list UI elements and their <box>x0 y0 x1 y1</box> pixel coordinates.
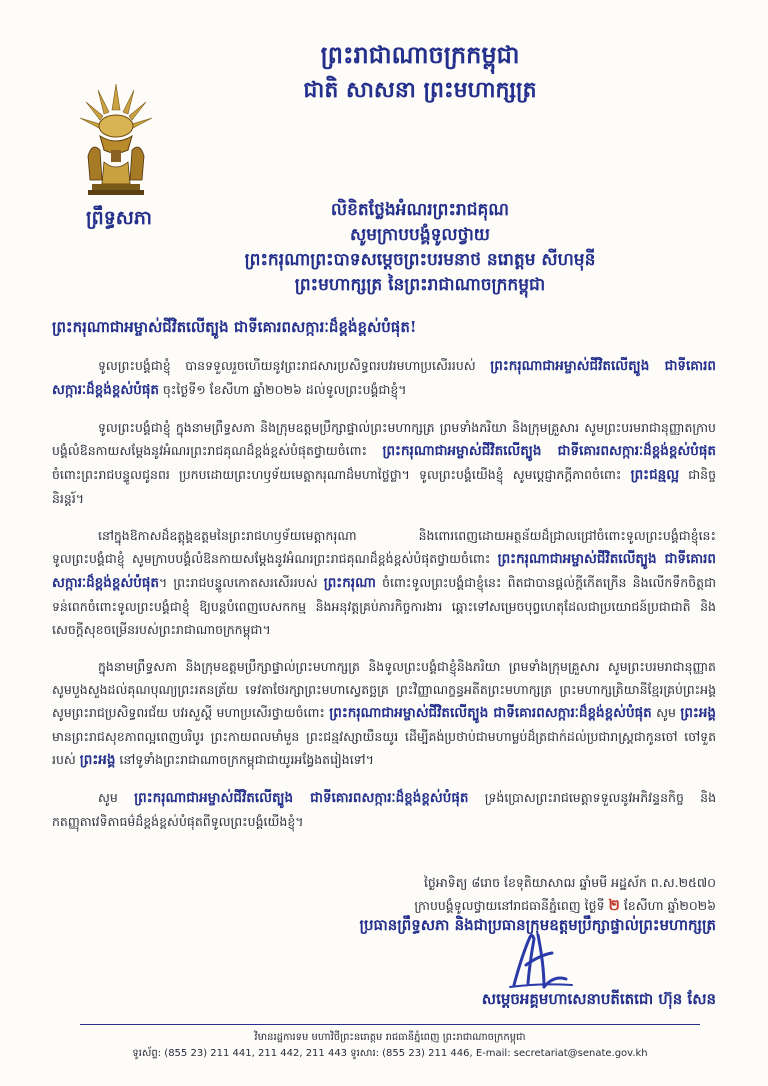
letter-footer <box>80 1030 700 1062</box>
letter-title <box>200 198 640 298</box>
senate-emblem-icon <box>78 80 154 200</box>
p2-highlight-2: ព្រះជន្មល្អ <box>630 467 680 483</box>
title-line-3: ព្រះករុណាព្រះបាទសម្តេចព្រះបរមនាថ នរោត្តម សីហមុនី <box>244 250 596 270</box>
solar-date <box>340 894 716 917</box>
p4-text-g: នៅទូទាំងព្រះរាជាណាចក្រកម្ពុជាជាយូរអង្វែងតរៀងទៅ។ <box>115 752 374 767</box>
national-motto: ជាតិ សាសនា ព្រះមហាក្សត្រ <box>303 77 537 103</box>
p4-highlight-2: ព្រះអង្គ <box>680 705 716 721</box>
p4-text-e: មានព្រះរាជសុខភាពល្អពេញបរិបូរ ព្រះកាយពលមាំមួន ព្រះជន្មវស្សាយឺនយូរ ដើម្បីគង់ប្រថាប់ជាមហាម្លប់ដ៏ត្រជាក់ដល់ប្រជារាស្ត្រជាកូនចៅ ចៅទួតរបស់ <box>52 729 716 767</box>
p1-text-c: ចុះថ្ងៃទី១ ខែសីហា ឆ្នាំ២០២៦ ដល់ទូលព្រះបង្គំជាខ្ញុំ។ <box>158 382 407 397</box>
p2-text-a: ទូលព្រះបង្គំជាខ្ញុំ ក្នុងនាមព្រឹទ្ធសភា និងក្រុមឧត្តមប្រឹក្សាផ្ទាល់ព្រះមហាក្សត្រ ព្រមទាំងភរិយា និងក្រុមគ្រួសារ សូមព្រះបរមរាជានុញ្ញាតក្រាបបង្គំលំឱនកាយសម្តែងនូវអំណរព្រះរាជគុណដ៏ខ្ពង់ខ្ពស់បំផុតថ្វាយចំពោះ <box>52 420 716 458</box>
footer-address: វិមានរដ្ឋការទម មហាវិថីព្រះនរោត្តម រាជធានីភ្នំពេញ ព្រះរាជាណាចក្រកម្ពុជា <box>254 1032 526 1043</box>
title-line-1: លិខិតថ្លែងអំណរព្រះរាជគុណ <box>330 200 510 220</box>
kingdom-header <box>230 38 610 106</box>
p4-highlight: ព្រះករុណាជាអម្ចាស់ជីវិតលើត្បូង ជាទីគោរពសក្ការៈដ៏ខ្ពង់ខ្ពស់បំផុត <box>329 705 652 721</box>
handwritten-signature-icon <box>500 925 580 993</box>
paragraph-3 <box>52 524 716 641</box>
salutation: ព្រះករុណាជាអម្ចាស់ជីវិតលើត្បូង ជាទីគោរពសក្ការៈដ៏ខ្ពង់ខ្ពស់បំផុត! <box>52 318 417 336</box>
p1-highlight: ព្រះករុណាជាអម្ចាស់ជីវិតលើត្បូង ជាទីគោរពសក្ការៈដ៏ខ្ពង់ខ្ពស់បំផុត <box>52 358 716 398</box>
footer-contact: ទូរស័ព្ទ: (855 23) 211 441, 211 442, 211 443 ទូរសារ: (855 23) 211 446, E-mail: secretariat@senate.gov.kh <box>132 1048 648 1059</box>
title-line-4: ព្រះមហាក្សត្រ នៃព្រះរាជាណាចក្រកម្ពុជា <box>294 275 546 295</box>
p3-highlight-2: ព្រះករុណា <box>323 575 376 591</box>
paragraph-2 <box>52 416 716 510</box>
letter-dates <box>340 872 716 917</box>
lunar-date: ថ្ងៃអាទិត្យ ៨រោច ខែទុតិយាសាឍ ឆ្នាំមមី អដ្ឋស័ក ព.ស.២៥៧០ <box>423 875 716 890</box>
footer-divider <box>80 1024 700 1025</box>
p2-highlight: ព្រះករុណាជាអម្ចាស់ជីវិតលើត្បូង ជាទីគោរពសក្ការៈដ៏ខ្ពង់ខ្ពស់បំផុត <box>382 443 716 459</box>
solar-date-day: ២ <box>608 896 620 914</box>
p4-text-a: ក្នុងនាមព្រឹទ្ធសភា និងក្រុមឧត្តមប្រឹក្សាផ្ទាល់ព្រះមហាក្សត្រ និងទូលព្រះបង្គំជាខ្ញុំនិងភរិយា ព្រមទាំងក្រុមគ្រួសារ សូមព្រះបរមរាជានុញ្ញាតសូមបួងសួងដល់គុណបុណ្យព្រះរតនត្រ័យ ទេវតាថែរក្សាព្រះមហាស្វេតច្ឆត្រ ព្រះវិញ្ញាណក្ខន្ធអតីតព្រះមហាក្សត្រ ព្រះមហាក្សត្រិយានីខ្មែរគ្រប់ព្រះអង្គ សូមព្រះរាជប្រសិទ្ធពរជ័យ បវរសួស្តី មហាប្រសើរថ្វាយចំពោះ <box>52 659 716 720</box>
p2-text-e: ជានិច្ចនិរន្តរ៍។ <box>52 467 717 506</box>
p5-text-c: ទ្រង់ប្រោសព្រះរាជមេត្តាទទួលនូវអភិវន្ទនកិច្ច និងកតញ្ញុតាវេទិតាធម៌ដ៏ខ្ពង់ខ្ពស់បំផុតពីទូលព្រះបង្គំយើងខ្ញុំ។ <box>52 790 717 829</box>
paragraph-4 <box>52 655 716 772</box>
title-line-2: សូមក្រាបបង្គំទូលថ្វាយ <box>350 225 490 245</box>
p3-highlight: ព្រះករុណាជាអម្ចាស់ជីវិតលើត្បូង ជាទីគោរពសក្ការៈដ៏ខ្ពង់ខ្ពស់បំផុត <box>52 551 716 591</box>
p3-text-c: ។ ព្រះរាជបន្ទូលកោតសរសើររបស់ <box>158 575 324 590</box>
p3-text-a: នៅក្នុងឱកាសដ៏ឧត្តុង្គឧត្តមនៃព្រះរាជហឫទ័យមេត្តាករុណា និងពោរពេញដោយអត្ថន័យដ៏ជ្រាលជ្រៅចំពោះទូលព្រះបង្គំជាខ្ញុំនេះ ទូលព្រះបង្គំជាខ្ញុំ សូមក្រាបបង្គំលំឱនកាយសម្តែងនូវអំណរព្រះរាជគុណដ៏ខ្ពង់ខ្ពស់បំផុតថ្វាយចំពោះ <box>52 528 716 566</box>
p4-text-c: សូម <box>651 705 681 720</box>
p3-text-e: ចំពោះទូលព្រះបង្គំជាខ្ញុំនេះ ពិតជាបានផ្តល់ក្តីកើតក្រើន និងលើកទឹកចិត្តជាទន់ពេកចំពោះទូលព្រះបង្គំជាខ្ញុំ ឱ្យបន្តបំពេញបេសកកម្ម និងអនុវត្តគ្រប់ភារកិច្ចការងារ ឆ្ពោះទៅសម្រេចបុព្វហេតុដែលជាប្រយោជន៍ប្រជាជាតិ និងសេចក្តីសុខចម្រើនរបស់ព្រះរាជាណាចក្រកម្ពុជា។ <box>52 575 716 637</box>
p2-text-c: ចំពោះព្រះរាជបន្ទូលជូនពរ ប្រកបដោយព្រះហឫទ័យមេត្តាករុណាដ៏មហាថ្លៃថ្លា។ ទូលព្រះបង្គំយើងខ្ញុំ សូមប្តេជ្ញាភក្តីភាពចំពោះ <box>52 467 631 482</box>
p5-highlight: ព្រះករុណាជាអម្ចាស់ជីវិតលើត្បូង ជាទីគោរពសក្ការៈដ៏ខ្ពង់ខ្ពស់បំផុត <box>134 790 469 806</box>
signer-role: ប្រធានព្រឹទ្ធសភា និងជាប្រធានក្រុមឧត្តមប្រឹក្សាផ្ទាល់ព្រះមហាក្សត្រ <box>359 916 716 934</box>
signer-name: សម្តេចអគ្គមហាសេនាបតីតេជោ ហ៊ុន សែន <box>481 990 716 1008</box>
p5-text-a: សូម <box>98 790 135 805</box>
paragraph-5 <box>52 786 716 833</box>
institution-name: ព្រឹទ្ធសភា <box>86 207 152 229</box>
kingdom-name: ព្រះរាជាណាចក្រកម្ពុជា <box>320 40 520 69</box>
p4-highlight-3: ព្រះអង្គ <box>79 752 116 768</box>
solar-date-a: ក្រាបបង្គំទូលថ្វាយនៅរាជធានីភ្នំពេញ ថ្ងៃទី <box>414 898 609 913</box>
p1-text-a: ទូលព្រះបង្គំជាខ្ញុំ បានទទួលរួចហើយនូវព្រះរាជសារប្រសិទ្ធពរបវរមហាប្រសើររបស់ <box>98 358 491 373</box>
solar-date-b: ខែសីហា ឆ្នាំ២០២៦ <box>619 898 716 913</box>
paragraph-1 <box>52 354 716 402</box>
letter-body <box>52 318 716 847</box>
